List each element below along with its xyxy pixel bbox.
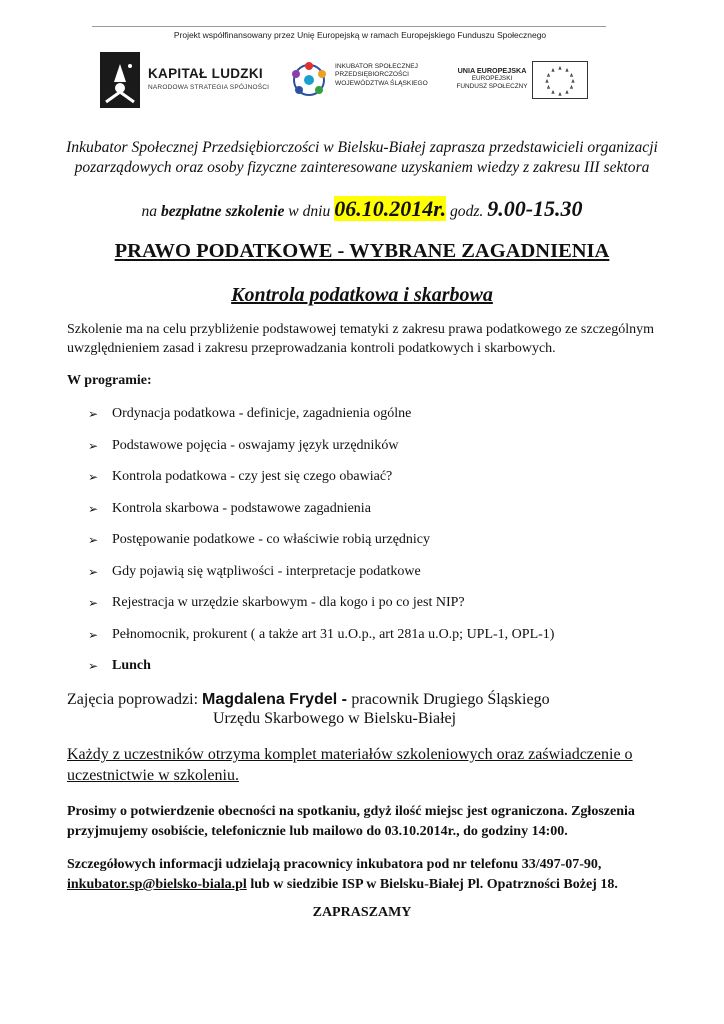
arrow-bullet-icon: ➢: [88, 438, 99, 453]
trainer-role: pracownik Drugiego Śląskiego: [351, 691, 550, 708]
materials-note: Każdy z uczestników otrzyma komplet materiałów szkoleniowych oraz zaświadczenie o uczestnictwie w szkoleniu.: [67, 746, 633, 784]
isp-line3: WOJEWÓDZTWA ŚLĄSKIEGO: [335, 79, 428, 87]
program-item-text: Postępowanie podatkowe - co właściwie robią urzędnicy: [112, 532, 431, 547]
training-hours: 9.00-15.30: [487, 196, 583, 221]
list-item: [88, 658, 554, 690]
trainer-name: Magdalena Frydel -: [202, 691, 352, 708]
description: Szkolenie ma na celu przybliżenie podstawowej tematyki z zakresu prawa podatkowego ze szczególnym uwzględnieniem zasad i zakresu przeprowadzania kontroli podatkowych i skarbowych.: [67, 322, 654, 356]
ue-line3: FUNDUSZ SPOŁECZNY: [456, 83, 528, 91]
ue-logo-text: [453, 67, 531, 92]
closing-text: ZAPRASZAMY: [312, 905, 412, 920]
contact-text-2: lub w siedzibie ISP w Bielsku-Białej Pl. Opatrzności Bożej 18.: [246, 877, 618, 892]
arrow-bullet-icon: ➢: [88, 501, 99, 516]
eu-cofinancing-note: Projekt współfinansowany przez Unię Europejską w ramach Europejskiego Funduszu Społecznego: [173, 30, 547, 40]
isp-line2: PRZEDSIĘBIORCZOŚCI: [335, 71, 410, 79]
arrow-bullet-icon: ➢: [88, 659, 99, 673]
trainer-role-line2: Urzędu Skarbowego w Bielsku-Białej: [213, 710, 457, 727]
program-item-text: Kontrola skarbowa - podstawowe zagadnienia: [112, 500, 371, 516]
list-item: [88, 595, 554, 627]
training-info: [60, 196, 664, 222]
email-link[interactable]: inkubator.sp@bielsko-biala.pl: [67, 877, 247, 892]
list-item: [88, 501, 554, 533]
arrow-bullet-icon: ➢: [88, 407, 99, 421]
ue-line2: EUROPEJSKI: [471, 75, 513, 83]
list-item: [88, 532, 554, 564]
main-title: PRAWO PODATKOWE - WYBRANE ZAGADNIENIA: [114, 240, 610, 262]
intro-text: Inkubator Społecznej Przedsiębiorczości w Bielsku-Białej zaprasza przedstawicieli organizacji pozarządowych oraz osoby fizyczne zainteresowane uzyskaniem wiedzy z zakresu III sektora: [66, 139, 658, 176]
list-item: [88, 406, 554, 438]
trainer-info: [67, 689, 550, 710]
program-item-text: Pełnomocnik, prokurent ( a także art 31 u.O.p., art 281a u.O.p; UPL-1, OPL-1): [112, 626, 555, 642]
list-item: [88, 564, 554, 596]
arrow-bullet-icon: ➢: [88, 564, 99, 579]
isp-logo-text: [335, 63, 445, 88]
program-item-text: Rejestracja w urzędzie skarbowym - dla kogo i po co jest NIP?: [112, 595, 465, 610]
arrow-bullet-icon: ➢: [88, 627, 99, 642]
isp-line1: INKUBATOR SPOŁECZNEJ: [335, 63, 418, 70]
program-item-text: Podstawowe pojęcia - oswajamy język urzędników: [112, 437, 399, 453]
confirmation-note: Prosimy o potwierdzenie obecności na spotkaniu, gdyż ilość miejsc jest ograniczona. Zgłoszenia przyjmujemy osobiście, telefonicznie lub mailowo do 03.10.2014r., do godziny 14:00.: [67, 804, 635, 839]
program-item-text: Kontrola podatkowa - czy jest się czego obawiać?: [112, 469, 393, 484]
program-label: W programie:: [67, 373, 152, 388]
isp-logo-icon: [288, 60, 330, 100]
training-prefix: na: [141, 203, 161, 220]
arrow-bullet-icon: ➢: [88, 596, 99, 610]
list-item: [88, 627, 554, 659]
training-date: 06.10.2014r.: [334, 196, 447, 221]
contact-text-1: Szczegółowych informacji udzielają pracownicy inkubatora pod nr telefonu 33/497-07-90,: [67, 857, 602, 872]
eu-flag-icon: [532, 61, 588, 99]
header-rule: [92, 26, 606, 27]
subtitle: Kontrola podatkowa i skarbowa: [231, 284, 493, 306]
training-on-day: w dniu: [284, 203, 335, 220]
program-item-lunch: Lunch: [112, 658, 151, 673]
program-list: [88, 406, 554, 690]
list-item: [88, 438, 554, 470]
program-item-text: Ordynacja podatkowa - definicje, zagadnienia ogólne: [112, 406, 412, 421]
free-training: bezpłatne szkolenie: [160, 203, 285, 220]
list-item: [88, 469, 554, 501]
program-item-text: Gdy pojawią się wątpliwości - interpretacje podatkowe: [112, 563, 421, 579]
arrow-bullet-icon: ➢: [88, 533, 99, 547]
trainer-label: Zajęcia poprowadzi:: [67, 691, 203, 708]
arrow-bullet-icon: ➢: [88, 470, 99, 484]
kl-logo-title: KAPITAŁ LUDZKI: [148, 66, 263, 81]
ue-line1: UNIA EUROPEJSKA: [457, 66, 527, 75]
contact-info: [67, 855, 667, 895]
hours-label: godz.: [446, 203, 488, 220]
kl-logo-subtitle: NARODOWA STRATEGIA SPÓJNOŚCI: [148, 84, 270, 91]
